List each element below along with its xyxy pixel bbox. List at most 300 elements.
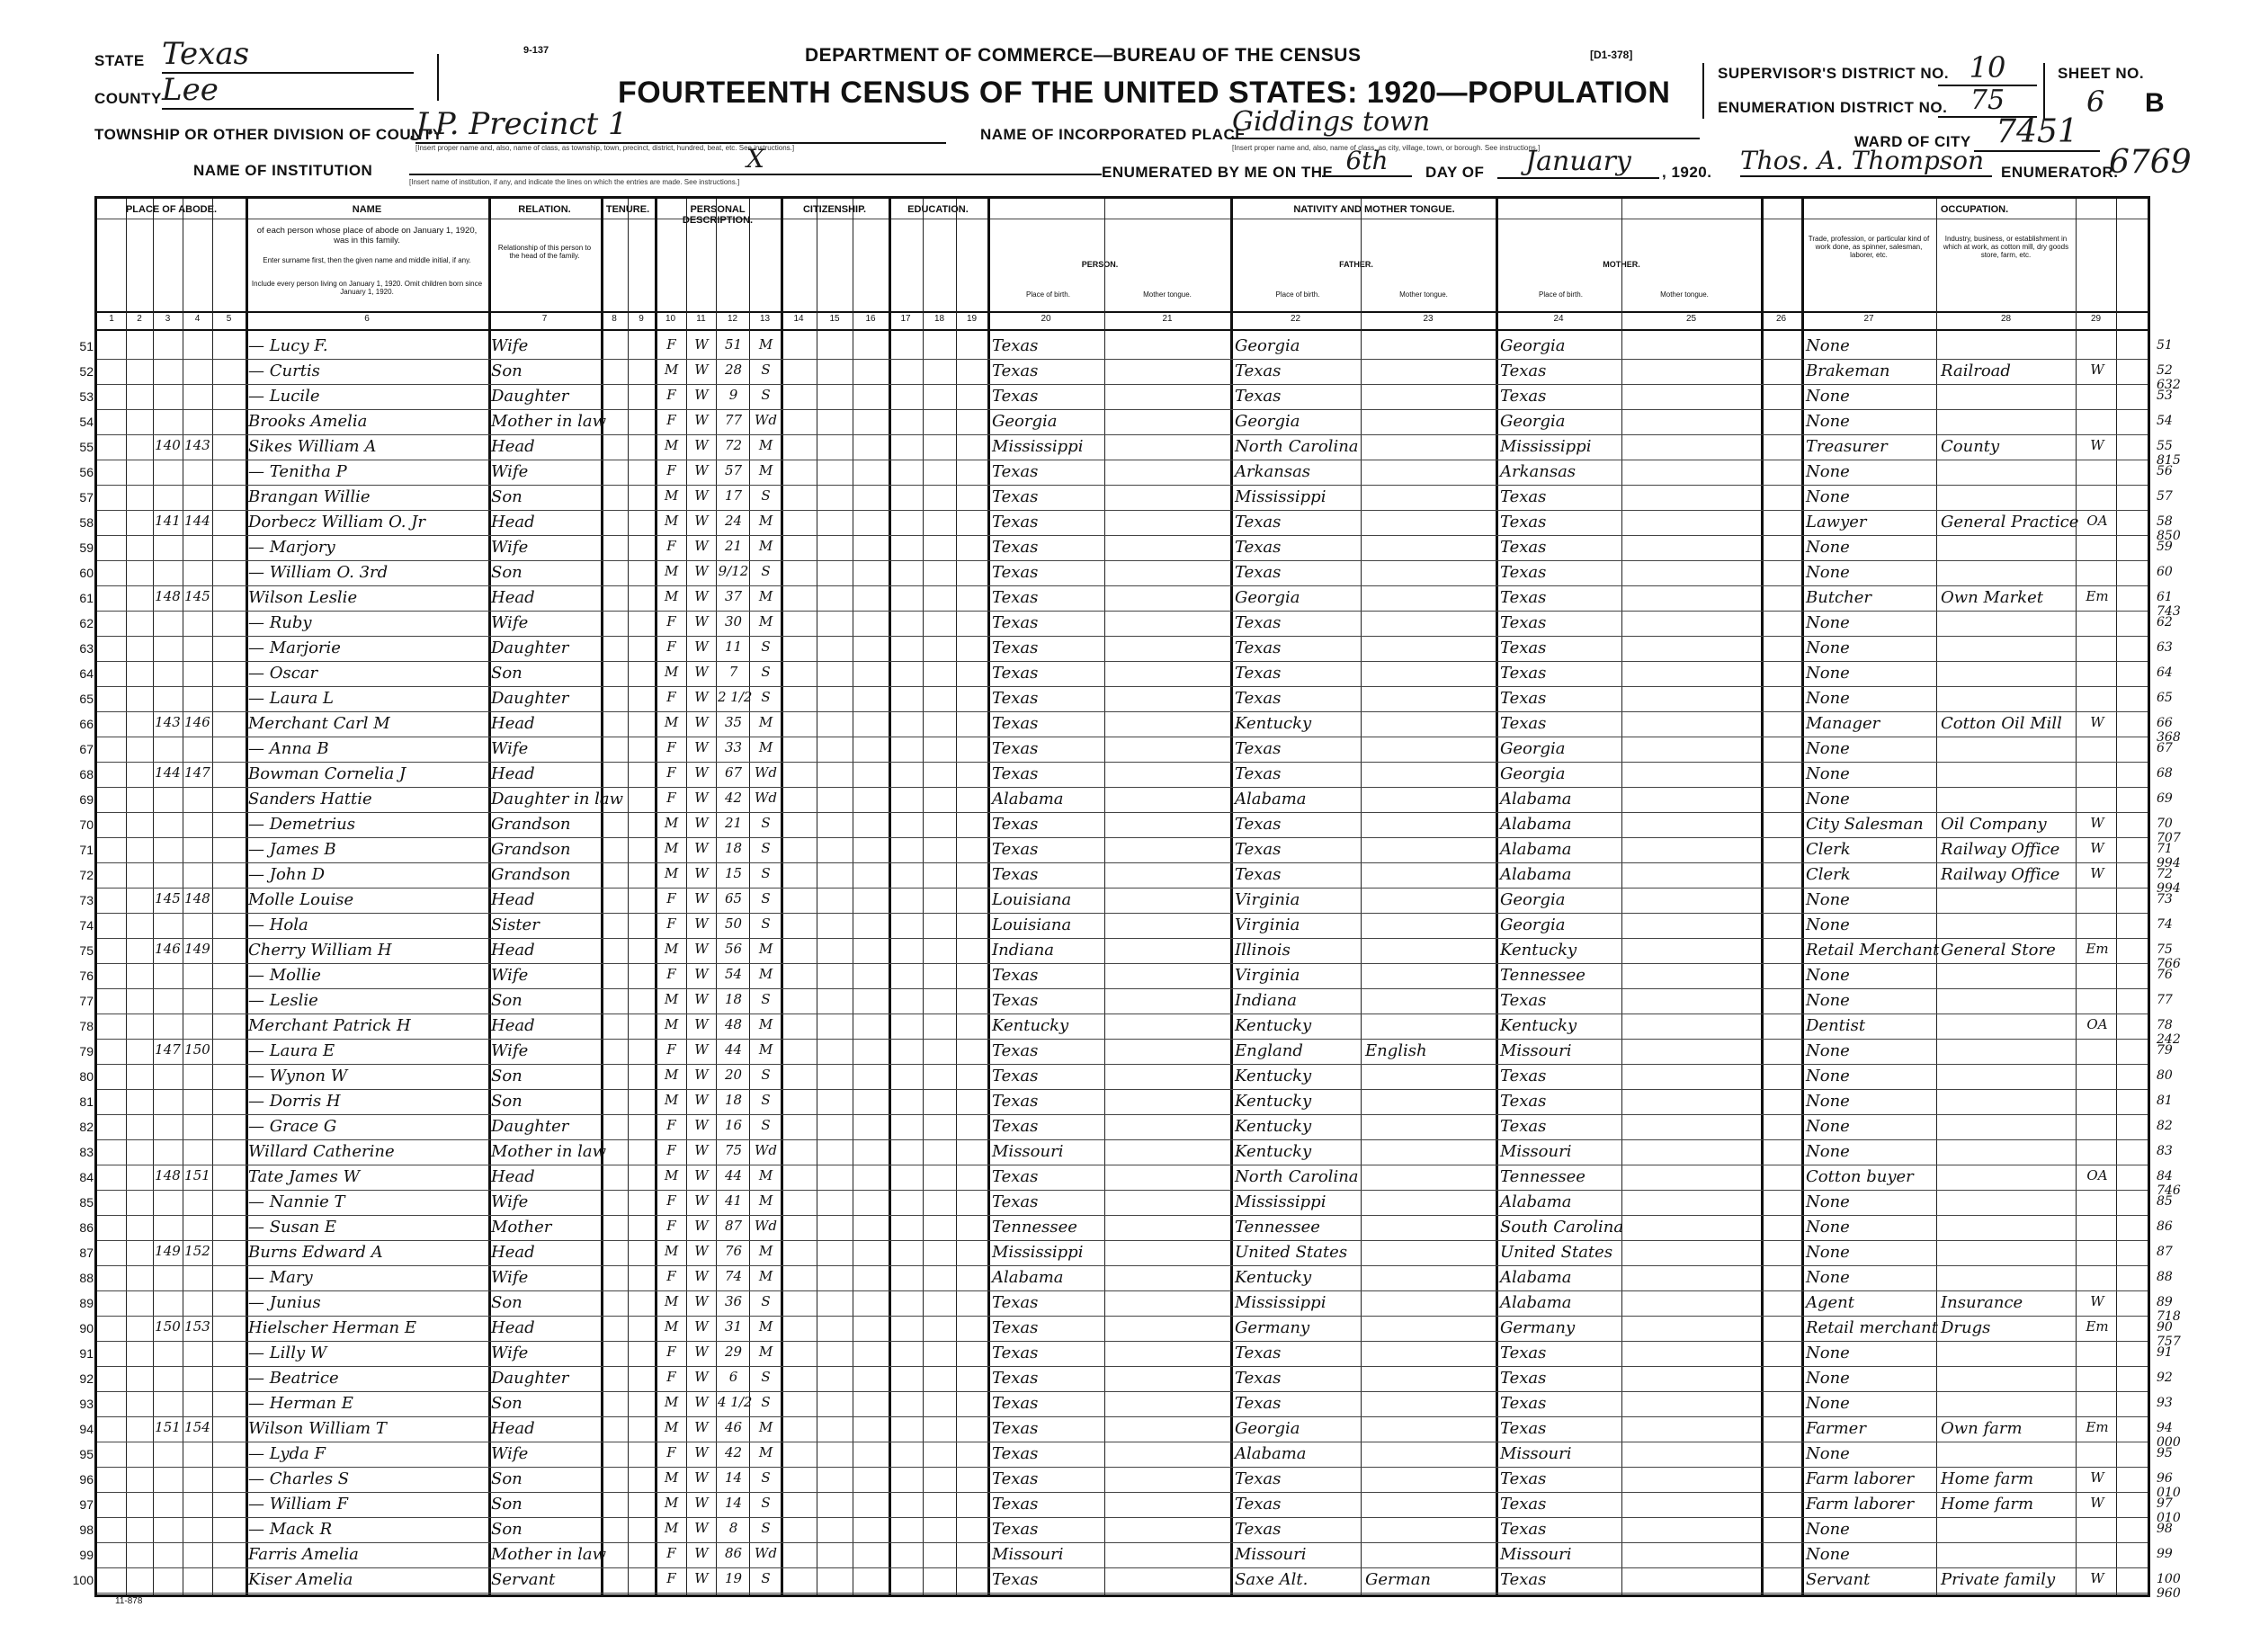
column-number: 9 bbox=[639, 314, 644, 324]
row-number: 98 bbox=[79, 1523, 94, 1537]
birthplace: Texas bbox=[992, 1117, 1039, 1136]
column-number: 23 bbox=[1423, 314, 1434, 324]
row-rule bbox=[97, 510, 2148, 511]
sex: M bbox=[664, 437, 679, 453]
county-value: Lee bbox=[162, 72, 414, 110]
row-number: 89 bbox=[79, 1296, 94, 1310]
person-name: Farris Amelia bbox=[248, 1545, 359, 1564]
race: W bbox=[694, 1318, 709, 1335]
occupation-industry: Insurance bbox=[1941, 1293, 2023, 1312]
race: W bbox=[694, 1142, 709, 1158]
sex: M bbox=[664, 1495, 679, 1511]
age: 86 bbox=[724, 1545, 743, 1561]
race: W bbox=[694, 638, 709, 655]
column-number: 16 bbox=[865, 314, 876, 324]
person-name: Brangan Willie bbox=[248, 487, 371, 506]
person-name: — Laura L bbox=[248, 689, 335, 708]
birthplace: Texas bbox=[992, 613, 1039, 632]
mother-birthplace: Georgia bbox=[1500, 336, 1566, 355]
incorporated-label: NAME OF INCORPORATED PLACE bbox=[980, 126, 1246, 143]
family-number: 153 bbox=[184, 1318, 210, 1335]
race: W bbox=[694, 387, 709, 403]
birthplace: Texas bbox=[992, 336, 1039, 355]
occupation-trade: None bbox=[1806, 462, 1850, 481]
age: 51 bbox=[724, 336, 743, 353]
father-birthplace: Texas bbox=[1235, 1369, 1282, 1388]
father-birthplace: Mississippi bbox=[1235, 1293, 1326, 1312]
race: W bbox=[694, 966, 709, 982]
occupation-trade: None bbox=[1806, 991, 1850, 1010]
dwelling-number: 145 bbox=[155, 890, 181, 906]
right-margin-code: 99 bbox=[2157, 1547, 2173, 1561]
age: 31 bbox=[724, 1318, 743, 1335]
mother-birthplace: Texas bbox=[1500, 1344, 1547, 1362]
worker-class: W bbox=[2090, 437, 2104, 453]
row-number: 76 bbox=[79, 969, 94, 983]
row-number: 77 bbox=[79, 994, 94, 1008]
person-name: Merchant Patrick H bbox=[248, 1016, 411, 1035]
birthplace: Texas bbox=[992, 1293, 1039, 1312]
mother-birthplace: Alabama bbox=[1500, 1293, 1572, 1312]
person-name: — Lilly W bbox=[248, 1344, 327, 1362]
mother-birthplace: Texas bbox=[1500, 638, 1547, 657]
row-number: 62 bbox=[79, 616, 94, 630]
dwelling-number: 148 bbox=[155, 588, 181, 604]
relation: Head bbox=[491, 1318, 535, 1337]
person-name: Kiser Amelia bbox=[248, 1570, 353, 1589]
person-name: — John D bbox=[248, 865, 326, 884]
marital-status: S bbox=[761, 1117, 771, 1133]
father-birthplace: Texas bbox=[1235, 840, 1282, 859]
worker-class: Em bbox=[2086, 1318, 2109, 1335]
person-name: — Ruby bbox=[248, 613, 312, 632]
marital-status: Wd bbox=[754, 790, 778, 806]
birthplace: Texas bbox=[992, 1419, 1039, 1438]
birthplace: Texas bbox=[992, 362, 1039, 380]
birthplace: Tennessee bbox=[992, 1218, 1077, 1237]
row-rule bbox=[97, 636, 2148, 637]
relation: Head bbox=[491, 890, 535, 909]
col-rule bbox=[923, 199, 924, 1594]
race: W bbox=[694, 1570, 709, 1586]
person-name: — Marjorie bbox=[248, 638, 341, 657]
occupation-trade: None bbox=[1806, 1520, 1850, 1539]
relation: Wife bbox=[491, 1192, 529, 1211]
row-rule bbox=[97, 938, 2148, 939]
row-rule bbox=[97, 1341, 2148, 1342]
enumerated-month: January bbox=[1497, 146, 1659, 179]
race: W bbox=[694, 714, 709, 730]
mother-birthplace: Kentucky bbox=[1500, 1016, 1577, 1035]
occupation-trade: None bbox=[1806, 915, 1850, 934]
age: 28 bbox=[724, 362, 743, 378]
mother-birthplace: Texas bbox=[1500, 387, 1547, 406]
person-name: — Demetrius bbox=[248, 815, 355, 834]
birthplace: Texas bbox=[992, 563, 1039, 582]
marital-status: M bbox=[758, 513, 773, 529]
birthplace: Texas bbox=[992, 764, 1039, 783]
birthplace: Texas bbox=[992, 538, 1039, 557]
relation: Wife bbox=[491, 613, 529, 632]
father-birthplace: Arkansas bbox=[1235, 462, 1311, 481]
row-number: 70 bbox=[79, 817, 94, 832]
marital-status: M bbox=[758, 739, 773, 755]
row-number: 57 bbox=[79, 490, 94, 505]
name-desc: of each person whose place of abode on January 1, 1920, was in this family. bbox=[256, 226, 478, 246]
person-name: — Nannie T bbox=[248, 1192, 345, 1211]
col-rule bbox=[1761, 199, 1764, 1594]
race: W bbox=[694, 815, 709, 831]
column-number: 17 bbox=[900, 314, 911, 324]
occupation-trade: None bbox=[1806, 1067, 1850, 1085]
right-margin-code: 80 bbox=[2157, 1068, 2173, 1083]
person-name: — Marjory bbox=[248, 538, 335, 557]
family-number: 148 bbox=[184, 890, 210, 906]
margin-number: 6769 bbox=[2109, 144, 2192, 181]
mother-birthplace: Texas bbox=[1500, 689, 1547, 708]
row-number: 73 bbox=[79, 893, 94, 907]
birthplace: Texas bbox=[992, 1369, 1039, 1388]
father-birthplace: Texas bbox=[1235, 538, 1282, 557]
person-name: Hielscher Herman E bbox=[248, 1318, 416, 1337]
mother-birthplace: Texas bbox=[1500, 513, 1547, 531]
sex: M bbox=[664, 1469, 679, 1486]
relation: Daughter in law bbox=[491, 790, 624, 808]
race: W bbox=[694, 1067, 709, 1083]
age: 77 bbox=[724, 412, 743, 428]
right-margin-code: 66 368 bbox=[2157, 716, 2181, 745]
age: 18 bbox=[724, 991, 743, 1007]
incorporated-value: Giddings town bbox=[1232, 106, 1700, 139]
marital-status: S bbox=[761, 487, 771, 504]
father-birthplace: Missouri bbox=[1235, 1545, 1307, 1564]
age: 72 bbox=[724, 437, 743, 453]
col-rule bbox=[2076, 199, 2077, 1594]
father-birthplace: Texas bbox=[1235, 1520, 1282, 1539]
birthplace: Texas bbox=[992, 840, 1039, 859]
row-number: 52 bbox=[79, 364, 94, 379]
row-rule bbox=[97, 812, 2148, 813]
relation: Daughter bbox=[491, 387, 569, 406]
row-rule bbox=[97, 1039, 2148, 1040]
worker-class: OA bbox=[2086, 1016, 2108, 1032]
relation: Son bbox=[491, 664, 523, 683]
relation: Son bbox=[491, 1394, 523, 1413]
sex: M bbox=[664, 362, 679, 378]
right-margin-code: 75 766 bbox=[2157, 942, 2181, 971]
occ-industry-header: Industry, business, or establishment in which at work, as cotton mill, dry goods store, farm, etc. bbox=[1943, 235, 2069, 259]
birthplace: Georgia bbox=[992, 412, 1058, 431]
row-rule bbox=[97, 661, 2148, 662]
group-occupation: OCCUPATION. bbox=[1940, 204, 2009, 215]
occupation-industry: Own Market bbox=[1941, 588, 2044, 607]
birthplace: Texas bbox=[992, 387, 1039, 406]
row-number: 93 bbox=[79, 1397, 94, 1411]
occupation-trade: Retail Merchant bbox=[1806, 941, 1940, 960]
father-birthplace: North Carolina bbox=[1235, 1167, 1359, 1186]
birthplace: Texas bbox=[992, 462, 1039, 481]
birthplace: Texas bbox=[992, 1318, 1039, 1337]
occupation-trade: Farm laborer bbox=[1806, 1469, 1915, 1488]
father-mt-header: Mother tongue. bbox=[1399, 290, 1448, 299]
relation: Head bbox=[491, 1419, 535, 1438]
age: 14 bbox=[724, 1495, 743, 1511]
right-margin-code: 52 632 bbox=[2157, 363, 2181, 392]
row-rule bbox=[97, 1542, 2148, 1543]
marital-status: M bbox=[758, 1444, 773, 1460]
relation: Wife bbox=[491, 538, 529, 557]
race: W bbox=[694, 1268, 709, 1284]
column-number: 15 bbox=[829, 314, 840, 324]
occupation-trade: None bbox=[1806, 563, 1850, 582]
state-value: Texas bbox=[162, 36, 414, 74]
race: W bbox=[694, 840, 709, 856]
relation: Head bbox=[491, 1016, 535, 1035]
row-rule bbox=[97, 1139, 2148, 1140]
supervisor-value: 10 bbox=[1938, 50, 2037, 86]
age: 8 bbox=[728, 1520, 738, 1536]
marital-status: Wd bbox=[754, 764, 778, 781]
relation: Daughter bbox=[491, 689, 569, 708]
marital-status: S bbox=[761, 1394, 771, 1410]
relation: Wife bbox=[491, 966, 529, 985]
relation: Son bbox=[491, 991, 523, 1010]
mother-birthplace: Alabama bbox=[1500, 790, 1572, 808]
birthplace: Alabama bbox=[992, 790, 1064, 808]
age: 7 bbox=[728, 664, 738, 680]
father-birthplace: Indiana bbox=[1235, 991, 1298, 1010]
mother-birthplace: Arkansas bbox=[1500, 462, 1577, 481]
birthplace: Texas bbox=[992, 1469, 1039, 1488]
row-rule bbox=[97, 1593, 2148, 1594]
father-birthplace: Saxe Alt. bbox=[1235, 1570, 1309, 1589]
sex: F bbox=[666, 1218, 676, 1234]
family-number: 146 bbox=[184, 714, 210, 730]
person-name: — Grace G bbox=[248, 1117, 337, 1136]
worker-class: W bbox=[2090, 714, 2104, 730]
row-number: 94 bbox=[79, 1422, 94, 1436]
age: 20 bbox=[724, 1067, 743, 1083]
sex: F bbox=[666, 890, 676, 906]
marital-status: S bbox=[761, 915, 771, 932]
father-mother-tongue: German bbox=[1365, 1570, 1432, 1589]
row-rule bbox=[97, 434, 2148, 435]
mother-birthplace: Georgia bbox=[1500, 764, 1566, 783]
row-rule bbox=[97, 1492, 2148, 1493]
age: 42 bbox=[724, 1444, 743, 1460]
enumerator-name: Thos. A. Thompson bbox=[1740, 146, 1992, 177]
sex: F bbox=[666, 966, 676, 982]
person-name: Wilson William T bbox=[248, 1419, 387, 1438]
sex: F bbox=[666, 538, 676, 554]
age: 75 bbox=[724, 1142, 743, 1158]
sex: F bbox=[666, 1041, 676, 1058]
marital-status: S bbox=[761, 689, 771, 705]
occupation-industry: Railroad bbox=[1941, 362, 2011, 380]
row-number: 69 bbox=[79, 792, 94, 807]
column-number: 24 bbox=[1553, 314, 1564, 324]
worker-class: W bbox=[2090, 1570, 2104, 1586]
family-number: 144 bbox=[184, 513, 210, 529]
father-birthplace: Texas bbox=[1235, 664, 1282, 683]
occupation-trade: Farmer bbox=[1806, 1419, 1866, 1438]
mother-header: MOTHER. bbox=[1603, 260, 1640, 269]
occupation-trade: Farm laborer bbox=[1806, 1495, 1915, 1514]
person-name: Merchant Carl M bbox=[248, 714, 390, 733]
race: W bbox=[694, 588, 709, 604]
occupation-industry: Cotton Oil Mill bbox=[1941, 714, 2062, 733]
age: 9/12 bbox=[718, 563, 749, 579]
row-rule bbox=[97, 1064, 2148, 1065]
column-number: 8 bbox=[612, 314, 617, 324]
age: 21 bbox=[724, 538, 743, 554]
row-number: 83 bbox=[79, 1145, 94, 1159]
person-name: — Leslie bbox=[248, 991, 318, 1010]
father-birthplace: Texas bbox=[1235, 739, 1282, 758]
row-number: 91 bbox=[79, 1346, 94, 1361]
column-number: 10 bbox=[665, 314, 676, 324]
father-birthplace: Kentucky bbox=[1235, 1142, 1312, 1161]
birthplace: Missouri bbox=[992, 1142, 1064, 1161]
birthplace: Texas bbox=[992, 1495, 1039, 1514]
row-number: 78 bbox=[79, 1019, 94, 1033]
relation: Mother in law bbox=[491, 1142, 607, 1161]
father-birthplace: Texas bbox=[1235, 1495, 1282, 1514]
row-rule bbox=[97, 1265, 2148, 1266]
institution-note: [Insert name of institution, if any, and indicate the lines on which the entries are made. See instructions.] bbox=[409, 178, 740, 186]
family-number: 149 bbox=[184, 941, 210, 957]
mt-header: Mother tongue. bbox=[1143, 290, 1192, 299]
col-rule bbox=[601, 199, 603, 1594]
race: W bbox=[694, 1192, 709, 1209]
relation: Daughter bbox=[491, 638, 569, 657]
age: 50 bbox=[724, 915, 743, 932]
pob-header: Place of birth. bbox=[1026, 290, 1070, 299]
age: 37 bbox=[724, 588, 743, 604]
birthplace: Texas bbox=[992, 714, 1039, 733]
mother-birthplace: Texas bbox=[1500, 1570, 1547, 1589]
race: W bbox=[694, 790, 709, 806]
sex: M bbox=[664, 1520, 679, 1536]
age: 44 bbox=[724, 1167, 743, 1183]
marital-status: M bbox=[758, 437, 773, 453]
father-birthplace: Alabama bbox=[1235, 790, 1307, 808]
age: 76 bbox=[724, 1243, 743, 1259]
row-rule bbox=[97, 1114, 2148, 1115]
race: W bbox=[694, 1041, 709, 1058]
right-margin-code: 57 bbox=[2157, 489, 2173, 504]
mother-birthplace: Texas bbox=[1500, 714, 1547, 733]
township-value: J.P. Precinct 1 bbox=[415, 106, 946, 144]
father-birthplace: Virginia bbox=[1235, 915, 1300, 934]
row-rule bbox=[97, 1416, 2148, 1417]
right-margin-code: 83 bbox=[2157, 1144, 2173, 1158]
dwelling-number: 144 bbox=[155, 764, 181, 781]
occupation-trade: None bbox=[1806, 487, 1850, 506]
race: W bbox=[694, 890, 709, 906]
relation: Son bbox=[491, 1520, 523, 1539]
row-number: 65 bbox=[79, 692, 94, 706]
row-number: 74 bbox=[79, 918, 94, 933]
race: W bbox=[694, 1016, 709, 1032]
person-name: — Anna B bbox=[248, 739, 329, 758]
birthplace: Texas bbox=[992, 513, 1039, 531]
worker-class: W bbox=[2090, 840, 2104, 856]
mother-birthplace: Texas bbox=[1500, 1369, 1547, 1388]
marital-status: S bbox=[761, 1369, 771, 1385]
row-number: 53 bbox=[79, 389, 94, 404]
occupation-trade: Agent bbox=[1806, 1293, 1854, 1312]
person-name: — Tenitha P bbox=[248, 462, 347, 481]
worker-class: OA bbox=[2086, 1167, 2108, 1183]
header-bottom-rule bbox=[97, 311, 2148, 313]
father-birthplace: Texas bbox=[1235, 362, 1282, 380]
age: 11 bbox=[724, 638, 743, 655]
sex: M bbox=[664, 1067, 679, 1083]
age: 48 bbox=[724, 1016, 743, 1032]
relation: Grandson bbox=[491, 840, 571, 859]
occupation-trade: Cotton buyer bbox=[1806, 1167, 1914, 1186]
person-name: — Mack R bbox=[248, 1520, 333, 1539]
occupation-industry: Railway Office bbox=[1941, 840, 2060, 859]
age: 65 bbox=[724, 890, 743, 906]
right-margin-code: 78 242 bbox=[2157, 1018, 2181, 1047]
occupation-trade: Servant bbox=[1806, 1570, 1871, 1589]
worker-class: Em bbox=[2086, 941, 2109, 957]
occupation-industry: Own farm bbox=[1941, 1419, 2023, 1438]
marital-status: M bbox=[758, 1041, 773, 1058]
footer-code: 11-878 bbox=[115, 1596, 143, 1606]
father-pob-header: Place of birth. bbox=[1275, 290, 1320, 299]
column-number: 11 bbox=[696, 314, 706, 324]
occupation-trade: None bbox=[1806, 1117, 1850, 1136]
occupation-trade: None bbox=[1806, 412, 1850, 431]
father-birthplace: Texas bbox=[1235, 563, 1282, 582]
sex: F bbox=[666, 739, 676, 755]
col-rule bbox=[686, 199, 687, 1594]
mother-birthplace: Texas bbox=[1500, 1067, 1547, 1085]
father-birthplace: Germany bbox=[1235, 1318, 1310, 1337]
race: W bbox=[694, 462, 709, 478]
birthplace: Texas bbox=[992, 588, 1039, 607]
marital-status: S bbox=[761, 1469, 771, 1486]
institution-value: X bbox=[409, 144, 1102, 175]
father-birthplace: United States bbox=[1235, 1243, 1348, 1262]
relation: Mother bbox=[491, 1218, 552, 1237]
sheet-label: SHEET NO. bbox=[2058, 65, 2145, 82]
father-birthplace: Georgia bbox=[1235, 588, 1300, 607]
column-number: 29 bbox=[2090, 314, 2102, 324]
name-sub2: Include every person living on January 1, 1920. Omit children born since January 1, 1920. bbox=[251, 280, 483, 296]
occupation-trade: Dentist bbox=[1806, 1016, 1866, 1035]
marital-status: M bbox=[758, 538, 773, 554]
mother-birthplace: Tennessee bbox=[1500, 966, 1585, 985]
dept-title: DEPARTMENT OF COMMERCE—BUREAU OF THE CENSUS bbox=[805, 45, 1362, 66]
family-number: 143 bbox=[184, 437, 210, 453]
marital-status: M bbox=[758, 1167, 773, 1183]
year-label: , 1920. bbox=[1662, 164, 1712, 181]
marital-status: S bbox=[761, 991, 771, 1007]
relation: Son bbox=[491, 1293, 523, 1312]
race: W bbox=[694, 362, 709, 378]
mother-mt-header: Mother tongue. bbox=[1660, 290, 1709, 299]
row-number: 80 bbox=[79, 1069, 94, 1084]
row-number: 85 bbox=[79, 1195, 94, 1210]
relation: Head bbox=[491, 437, 535, 456]
right-margin-code: 51 bbox=[2157, 338, 2173, 353]
sex: M bbox=[664, 991, 679, 1007]
row-rule bbox=[97, 409, 2148, 410]
